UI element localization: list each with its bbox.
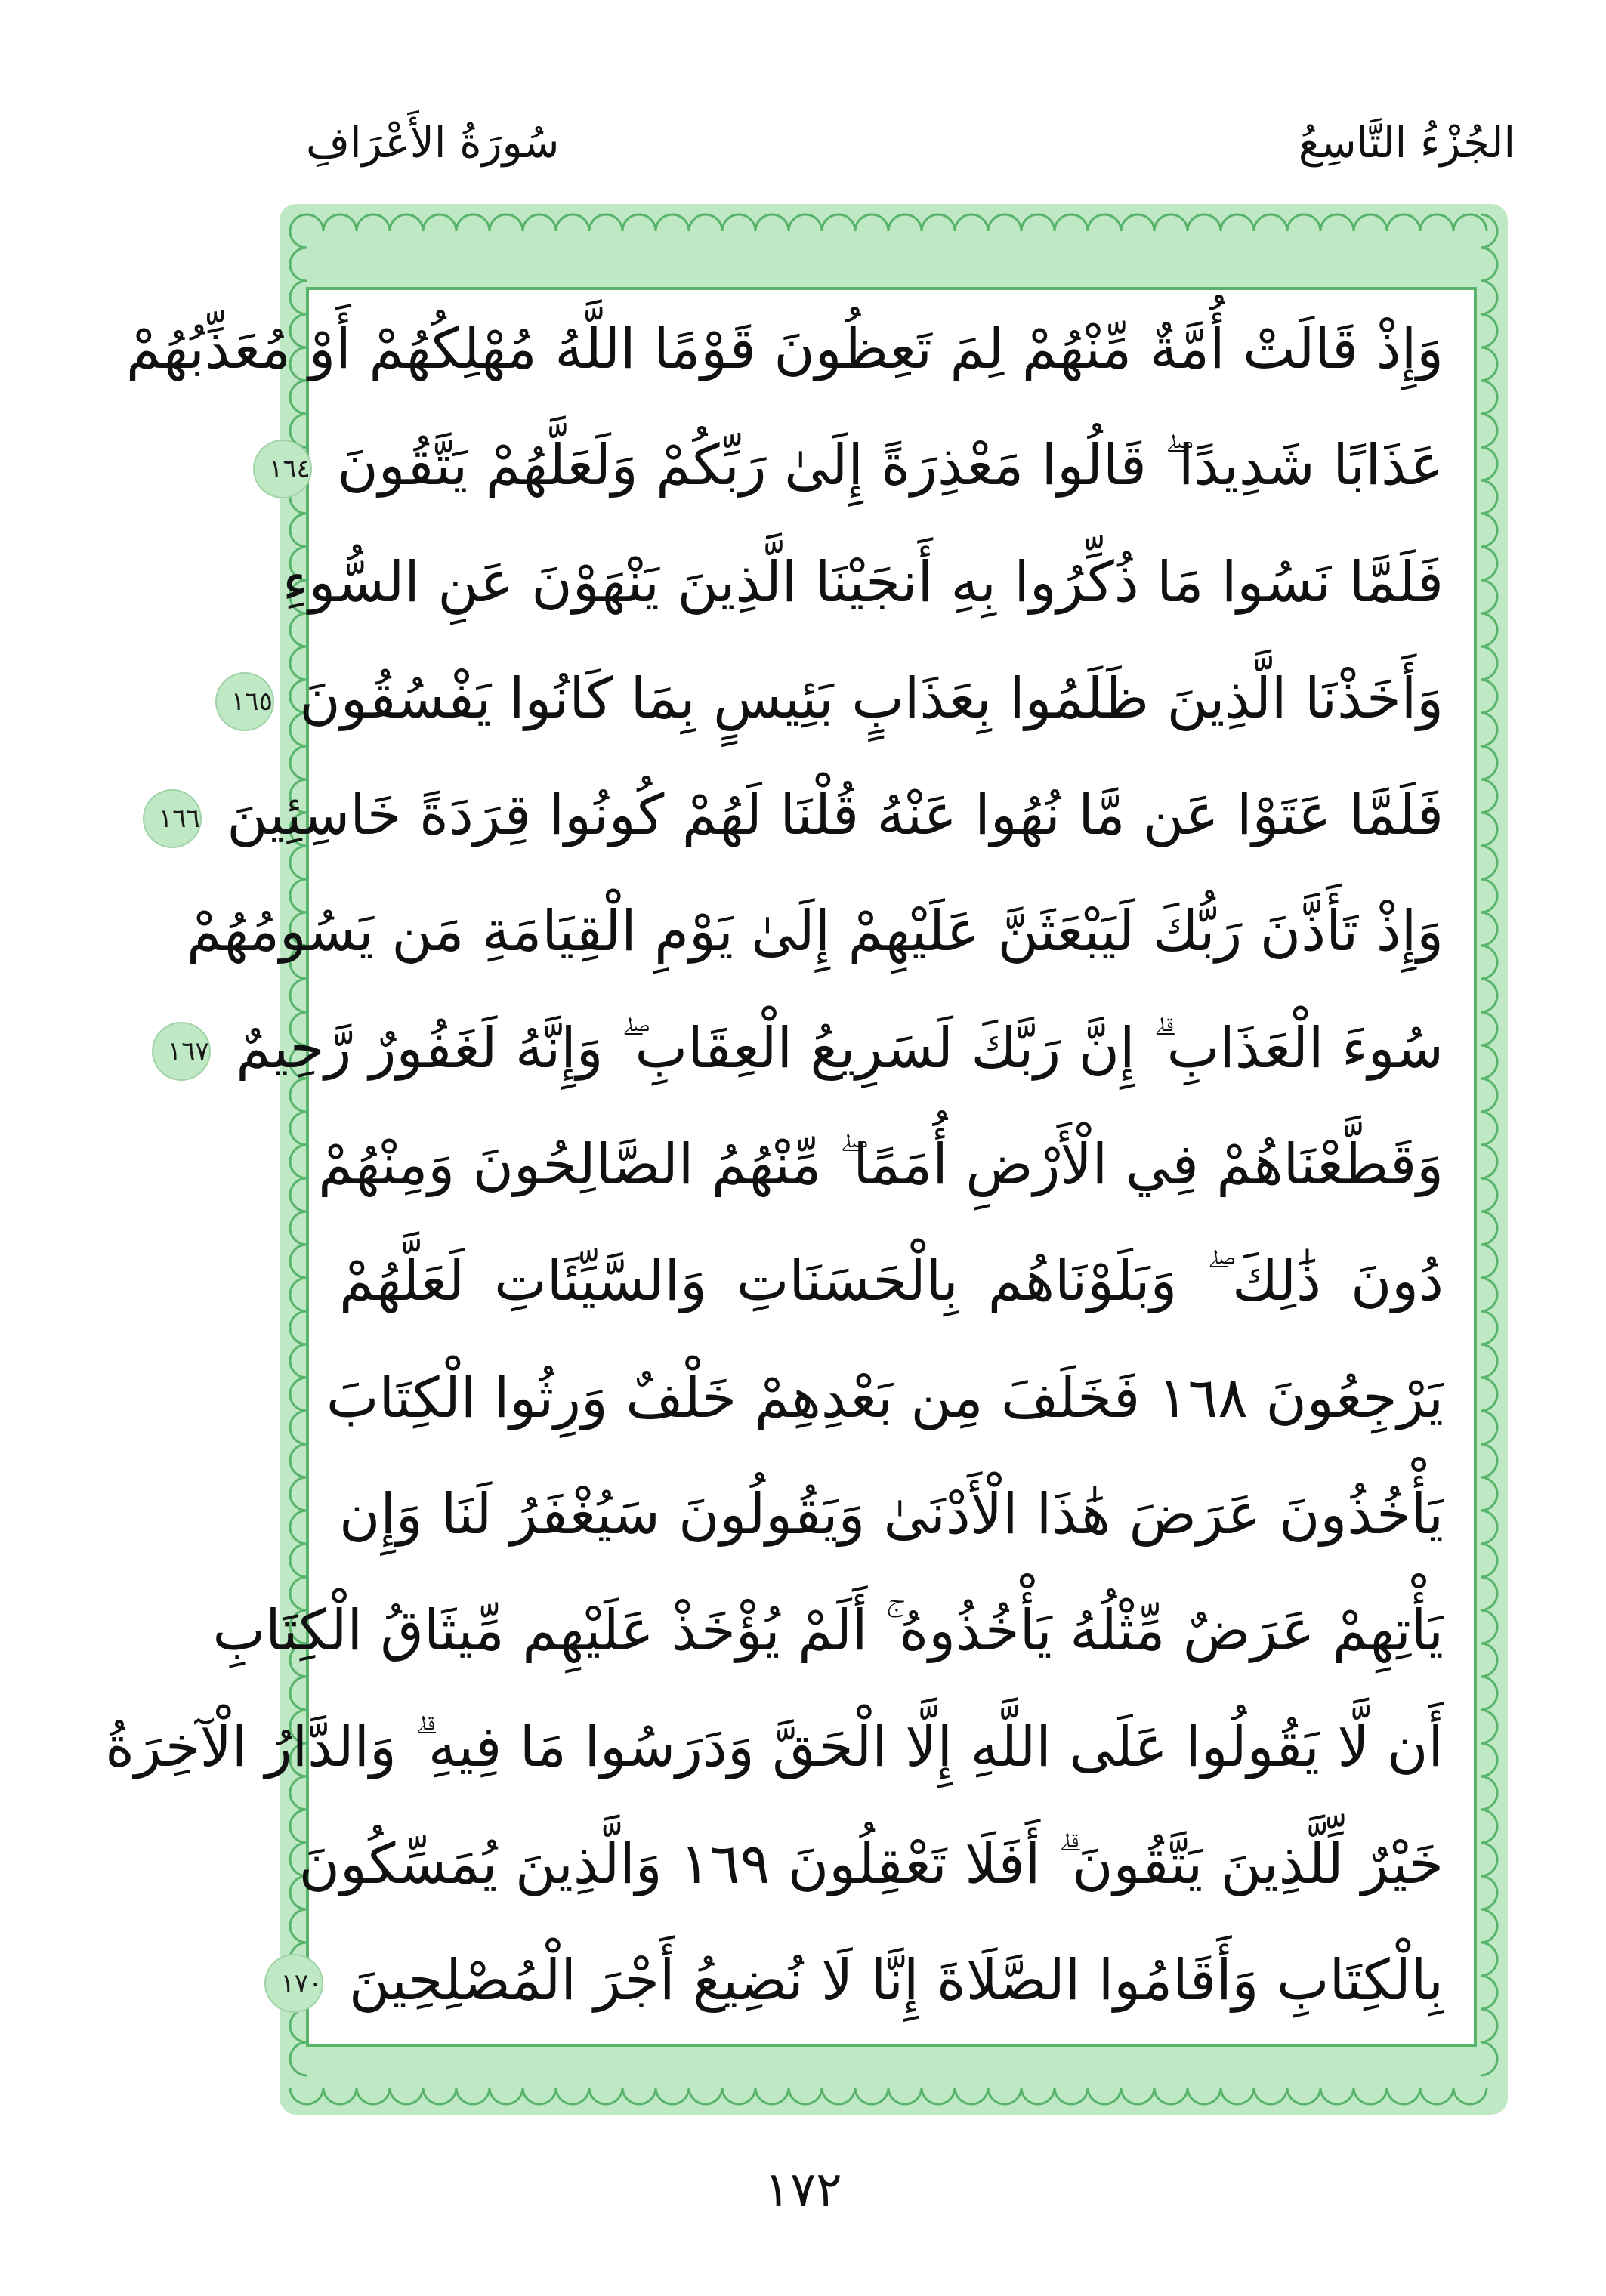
ayah-marker: ١٧٠: [264, 1954, 323, 2013]
ayah-marker: ١٦٦: [143, 789, 202, 848]
line-text: وَأَخَذْنَا الَّذِينَ ظَلَمُوا بِعَذَابٍ بَئِيسٍ بِمَا كَانُوا يَفْسُقُونَ: [299, 665, 1444, 731]
text-panel: [105, 287, 1477, 2047]
verse-line: [339, 1466, 1444, 1563]
verse-line: [125, 301, 1444, 397]
line-text: خَيْرٌ لِّلَّذِينَ يَتَّقُونَ ۗ أَفَلَا تَعْقِلُونَ ١٦٩ وَالَّذِينَ يُمَسِّكُونَ: [298, 1831, 1444, 1896]
line-text: أَن لَّا يَقُولُوا عَلَى اللَّهِ إِلَّا الْحَقَّ وَدَرَسُوا مَا فِيهِ ۗ وَالدَّارُ الْآخِرَةُ: [105, 1714, 1444, 1780]
verse-line: [105, 1699, 1444, 1795]
surah-title: سُورَةُ الأَعْرَافِ: [306, 119, 560, 168]
verse-line: [326, 1350, 1444, 1446]
verse-line: [280, 1932, 1444, 2029]
verse-line: [269, 417, 1444, 514]
page-number: ١٧٢: [764, 2162, 842, 2218]
ayah-marker: ١٦٤: [253, 440, 312, 498]
verse-line: [212, 1582, 1444, 1679]
line-text: بِالْكِتَابِ وَأَقَامُوا الصَّلَاةَ إِنَّا لَا نُضِيعُ أَجْرَ الْمُصْلِحِينَ: [348, 1947, 1444, 2013]
verse-line: [187, 883, 1444, 980]
verse-line: [318, 1116, 1444, 1213]
juz-title: الجُزْءُ التَّاسِعُ: [1298, 119, 1515, 168]
verse-line: [158, 767, 1444, 863]
verse-line: [298, 1816, 1444, 1912]
ayah-marker: ١٦٧: [152, 1022, 211, 1081]
line-text: وَإِذْ قَالَتْ أُمَّةٌ مِّنْهُمْ لِمَ تَعِظُونَ قَوْمًا اللَّهُ مُهْلِكُهُمْ أَوْ مُعَذِّبُهُمْ: [125, 316, 1444, 381]
line-text: وَقَطَّعْنَاهُمْ فِي الْأَرْضِ أُمَمًا ۖ مِّنْهُمُ الصَّالِحُونَ وَمِنْهُمْ: [318, 1131, 1444, 1197]
verse-line: [339, 1233, 1444, 1329]
verse-lines: [105, 301, 1444, 2029]
line-text: فَلَمَّا عَتَوْا عَن مَّا نُهُوا عَنْهُ قُلْنَا لَهُمْ كُونُوا قِرَدَةً خَاسِئِينَ: [227, 782, 1444, 848]
line-text: يَرْجِعُونَ ١٦٨ فَخَلَفَ مِن بَعْدِهِمْ خَلْفٌ وَرِثُوا الْكِتَابَ: [326, 1365, 1444, 1430]
line-text: فَلَمَّا نَسُوا مَا ذُكِّرُوا بِهِ أَنجَيْنَا الَّذِينَ يَنْهَوْنَ عَنِ السُّوءِ: [282, 549, 1444, 615]
line-text: وَإِذْ تَأَذَّنَ رَبُّكَ لَيَبْعَثَنَّ عَلَيْهِمْ إِلَىٰ يَوْمِ الْقِيَامَةِ مَن يَسُومُهُمْ: [187, 899, 1444, 964]
line-text: سُوءَ الْعَذَابِ ۗ إِنَّ رَبَّكَ لَسَرِيعُ الْعِقَابِ ۖ وَإِنَّهُ لَغَفُورٌ رَّحِيمٌ: [236, 1015, 1444, 1081]
line-text: عَذَابًا شَدِيدًا ۖ قَالُوا مَعْذِرَةً إِلَىٰ رَبِّكُمْ وَلَعَلَّهُمْ يَتَّقُونَ: [337, 433, 1444, 498]
line-text: يَأْتِهِمْ عَرَضٌ مِّثْلُهُ يَأْخُذُوهُ ۚ أَلَمْ يُؤْخَذْ عَلَيْهِم مِّيثَاقُ الْكِتَابِ: [212, 1598, 1444, 1664]
line-text: دُونَ ذَٰلِكَ ۖ وَبَلَوْنَاهُم بِالْحَسَنَاتِ وَالسَّيِّئَاتِ لَعَلَّهُمْ: [339, 1248, 1444, 1314]
verse-line: [231, 650, 1444, 747]
ayah-marker: ١٦٥: [215, 672, 274, 731]
verse-line: [282, 534, 1444, 631]
verse-line: [167, 1000, 1444, 1097]
line-text: يَأْخُذُونَ عَرَضَ هَٰذَا الْأَدْنَىٰ وَيَقُولُونَ سَيُغْفَرُ لَنَا وَإِن: [339, 1481, 1444, 1547]
